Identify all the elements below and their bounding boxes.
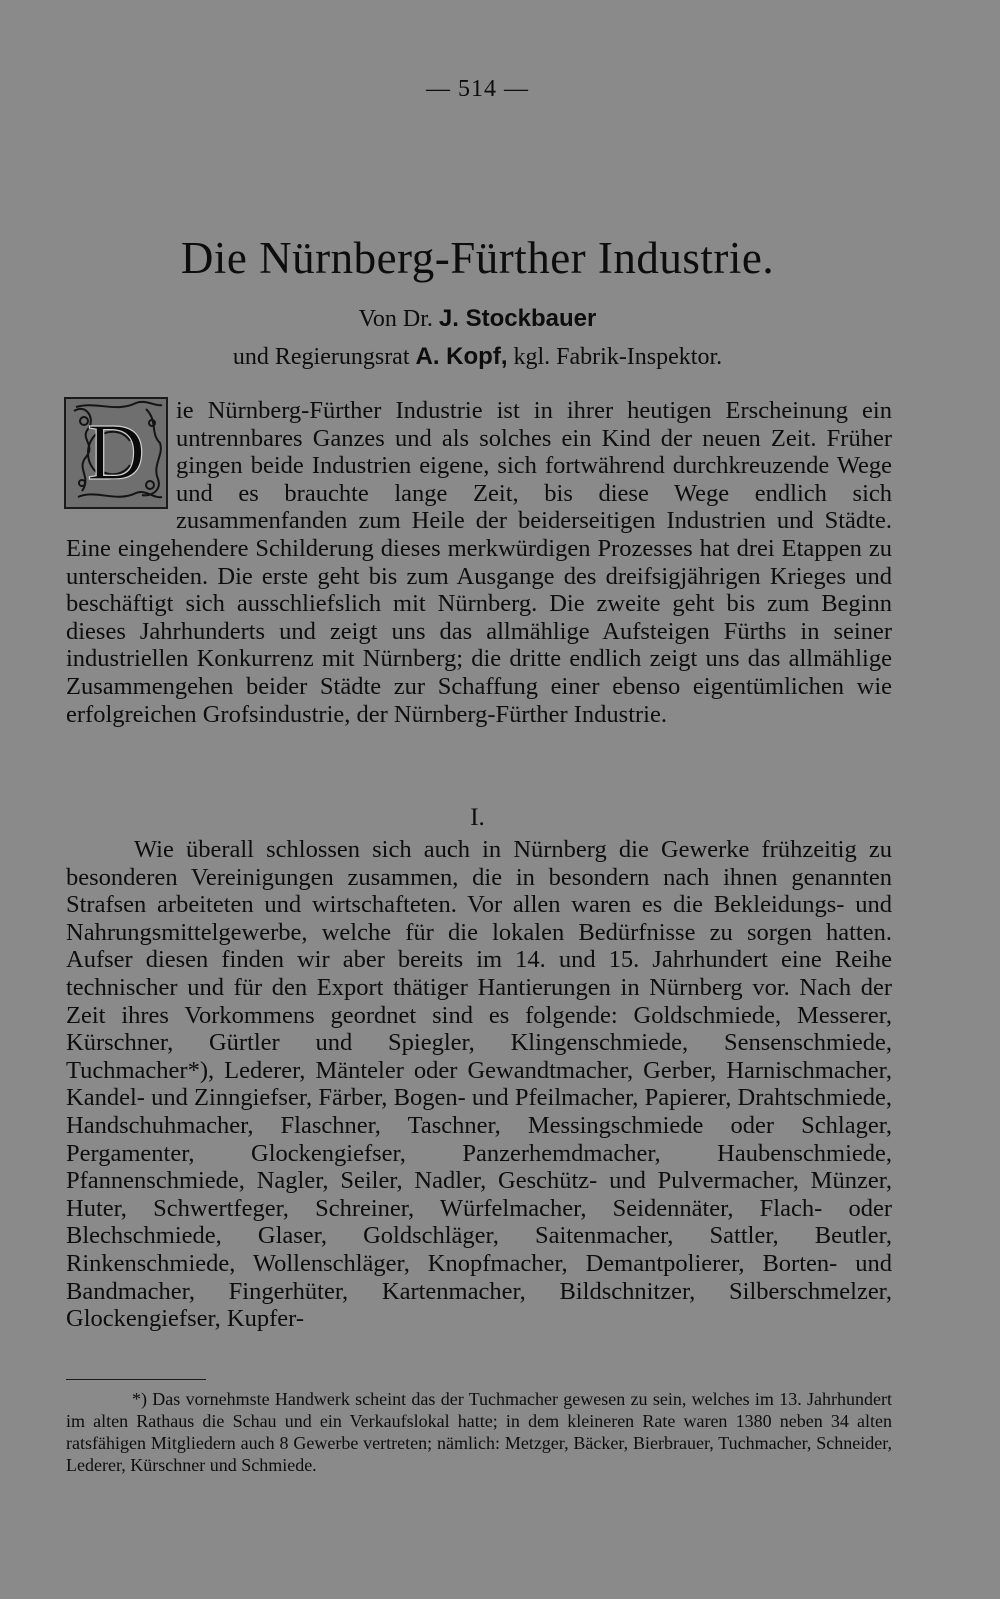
author-line-1 — [0, 300, 955, 338]
dropcap-letter: D — [87, 409, 145, 497]
author-block — [0, 300, 955, 376]
article-title: Die Nürnberg-Fürther Industrie. — [180, 233, 775, 283]
author-name-1: J. Stockbauer — [438, 305, 597, 332]
author-line-2-suffix: kgl. Fabrik-Inspektor. — [507, 344, 723, 370]
footnote-divider — [66, 1379, 206, 1380]
page-number: — 514 — — [426, 76, 529, 102]
author-name-2: A. Kopf, — [415, 343, 508, 370]
intro-paragraph — [66, 397, 892, 728]
section-heading: I. — [470, 804, 485, 831]
intro-text: ie Nürnberg-Fürther Industrie ist in ihrer heutigen Erscheinung ein untrennbares Ganzes und als solches ein Kind der neuen Zeit. Früher gingen beide Industrien eigene, sich fortwährend durchkreuzende Wege und es brauchte lange Zeit, bis diese Wege endlich sich zusammenfanden zum Heile der beiderseitigen Industrien und Städte. Eine eingehendere Schilderung dieses merkwürdigen Prozesses hat drei Etappen zu unterscheiden. Die erste geht bis zum Ausgange des dreifsigjährigen Krieges und beschäftigt sich ausschliefslich mit Nürnberg. Die zweite geht bis zum Beginn dieses Jahrhunderts und zeigt uns das allmählige Aufsteigen Fürths in seiner industriellen Konkurrenz mit Nürnberg; die dritte endlich zeigt uns das allmählige Zusammengehen beider Städte zur Schaffung einer ebenso eigentümlichen wie erfolgreichen Grofsindustrie, der Nürnberg-Fürther Industrie. — [66, 397, 892, 728]
author-line-1-prefix: Von Dr. — [358, 306, 439, 332]
footnote: *) Das vornehmste Handwerk scheint das der Tuchmacher gewesen zu sein, welches im 13. Jahrhundert im alten Rathaus die Schau und ein Verkaufslokal hatte; in dem kleineren Rate waren 1380 neben 34 alten ratsfähigen Mitgliedern auch 8 Gewerbe vertreten; nämlich: Metzger, Bäcker, Bierbrauer, Tuchmacher, Schneider, Lederer, Kürschner und Schmiede. — [66, 1389, 892, 1475]
author-line-2 — [0, 338, 955, 376]
ornamental-initial-icon — [64, 397, 168, 509]
section-paragraph: Wie überall schlossen sich auch in Nürnberg die Gewerke frühzeitig zu besonderen Vereinigungen zusammen, die in besondern nach ihnen genannten Strafsen arbeiteten und wirtschafteten. Vor allen waren es die Bekleidungs- und Nahrungsmittelgewerbe, welche für die lokalen Bedürfnisse zu sorgen hatten. Aufser diesen finden wir aber bereits im 14. und 15. Jahrhundert eine Reihe technischer und für den Export thätiger Hantierungen in Nürnberg vor. Nach der Zeit ihres Vorkommens geordnet sind es folgende: Goldschmiede, Messerer, Kürschner, Gürtler und Spiegler, Klingenschmiede, Sensenschmiede, Tuchmacher*), Lederer, Mänteler oder Gewandtmacher, Gerber, Harnischmacher, Kandel- und Zinngiefser, Färber, Bogen- und Pfeilmacher, Papierer, Drahtschmiede, Handschuhmacher, Flaschner, Taschner, Messingschmiede oder Schlager, Pergamenter, Glockengiefser, Panzerhemdmacher, Haubenschmiede, Pfannenschmiede, Nagler, Seiler, Nadler, Geschütz- und Pulvermacher, Münzer, Huter, Schwertfeger, Schreiner, Würfelmacher, Seidennäter, Flach- oder Blechschmiede, Glaser, Goldschläger, Saitenmacher, Sattler, Beutler, Rinkenschmiede, Wollenschläger, Knopfmacher, Demantpolierer, Borten- und Bandmacher, Fingerhüter, Kartenmacher, Bildschnitzer, Silberschmelzer, Glockengiefser, Kupfer- — [66, 836, 892, 1333]
author-line-2-prefix: und Regierungsrat — [232, 344, 416, 370]
